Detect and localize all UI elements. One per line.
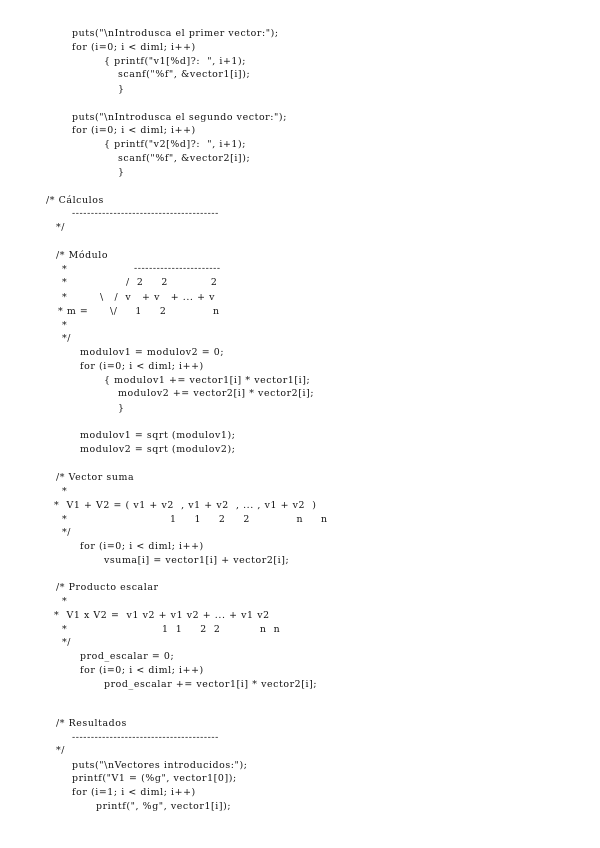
code-line: 1 1 2 2 n n: [162, 624, 281, 635]
code-line: for (i=0; i < diml; i++): [72, 42, 196, 53]
code-line: ---------------------------------------: [72, 732, 219, 743]
code-line: for (i=1; i < diml; i++): [72, 787, 196, 798]
code-line: -----------------------: [134, 263, 221, 274]
code-line: puts("\nIntrodusca el primer vector:");: [72, 28, 279, 39]
code-line: *: [62, 486, 68, 497]
code-line: /* Vector suma: [56, 472, 135, 483]
code-line: for (i=0; i < diml; i++): [72, 125, 196, 136]
code-line: ---------------------------------------: [72, 208, 219, 219]
code-line: *: [62, 277, 68, 288]
code-line: */: [56, 745, 66, 756]
code-line: prod_escalar = 0;: [80, 651, 175, 662]
code-line: for (i=0; i < diml; i++): [80, 665, 204, 676]
code-line: *: [62, 596, 68, 607]
code-line: { modulov1 += vector1[i] * vector1[i];: [104, 375, 311, 386]
code-line: }: [118, 84, 125, 95]
code-line: */: [56, 222, 66, 233]
code-line: puts("\nVectores introducidos:");: [72, 760, 248, 771]
code-line: prod_escalar += vector1[i] * vector2[i];: [104, 679, 318, 690]
code-line: * m =: [58, 306, 89, 317]
code-line: }: [118, 403, 125, 414]
code-line: *: [62, 292, 68, 303]
code-line: { printf("v2[%d]?: ", i+1);: [104, 139, 247, 150]
code-line: /* Módulo: [56, 250, 109, 261]
code-line: modulov1 = sqrt (modulov1);: [80, 430, 236, 441]
code-line: / 2 2 2: [126, 277, 218, 288]
code-line: */: [62, 527, 72, 538]
code-line: scanf("%f", &vector1[i]);: [118, 69, 251, 80]
code-line: }: [118, 167, 125, 178]
code-line: 1 1 2 2 n n: [170, 514, 328, 525]
code-line: /* Cálculos: [46, 195, 104, 206]
code-line: *: [62, 264, 68, 275]
code-line: printf(", %g", vector1[i]);: [96, 801, 232, 812]
code-line: *: [62, 320, 68, 331]
code-line: scanf("%f", &vector2[i]);: [118, 153, 251, 164]
code-line: /* Resultados: [56, 718, 127, 729]
code-line: printf("V1 = (%g", vector1[0]);: [72, 773, 237, 784]
code-line: for (i=0; i < diml; i++): [80, 361, 204, 372]
code-line: vsuma[i] = vector1[i] + vector2[i];: [104, 555, 290, 566]
code-line: \ / v + v + ... + v: [100, 292, 216, 303]
code-line: */: [62, 637, 72, 648]
code-line: */: [62, 333, 72, 344]
code-line: * V1 x V2 = v1 v2 + v1 v2 + ... + v1 v2: [54, 610, 270, 621]
code-line: modulov2 += vector2[i] * vector2[i];: [118, 388, 315, 399]
code-line: *: [62, 514, 68, 525]
code-line: modulov2 = sqrt (modulov2);: [80, 444, 236, 455]
code-line: /* Producto escalar: [56, 582, 159, 593]
code-line: \/ 1 2 n: [110, 306, 220, 317]
code-line: *: [62, 624, 68, 635]
code-line: { printf("v1[%d]?: ", i+1);: [104, 56, 247, 67]
code-line: puts("\nIntrodusca el segundo vector:");: [72, 112, 287, 123]
code-line: * V1 + V2 = ( v1 + v2 , v1 + v2 , ... , v1 + v2 ): [54, 500, 317, 511]
code-line: for (i=0; i < diml; i++): [80, 541, 204, 552]
code-line: modulov1 = modulov2 = 0;: [80, 347, 225, 358]
